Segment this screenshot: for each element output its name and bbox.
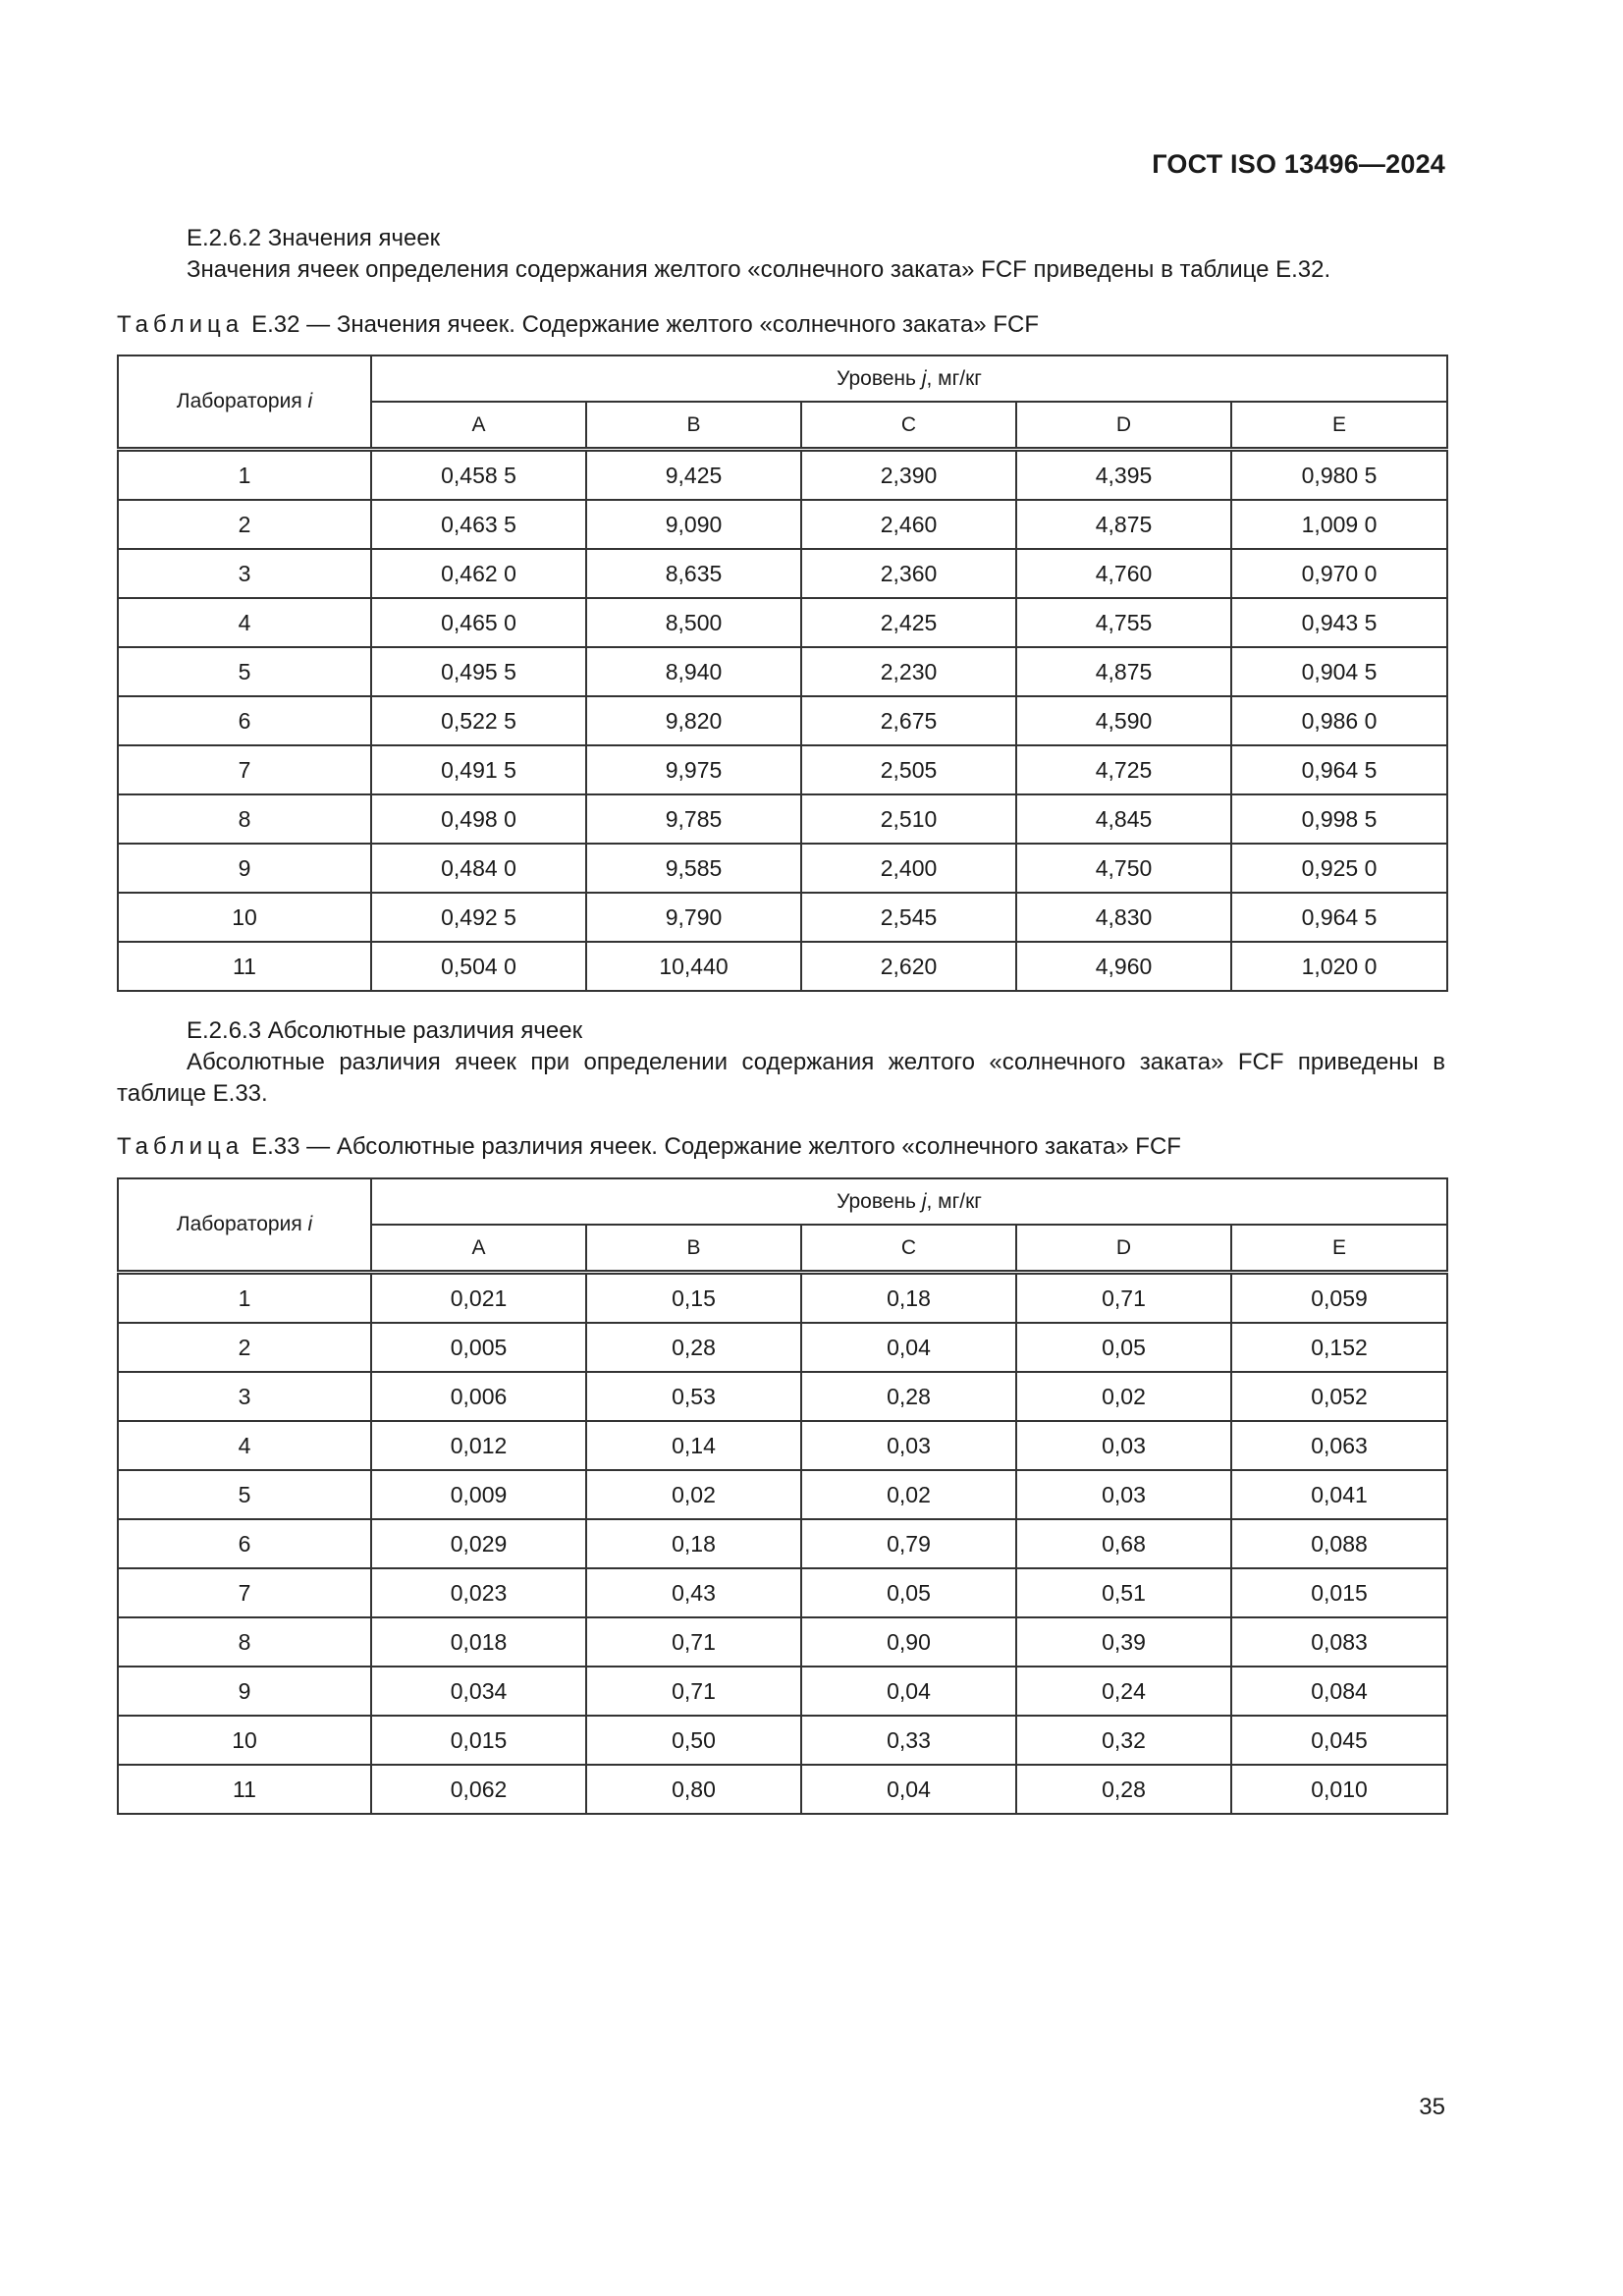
value-cell: 10,440 xyxy=(586,942,801,991)
table-row xyxy=(118,1765,1447,1814)
section-heading: E.2.6.3 Абсолютные различия ячеек xyxy=(187,1017,583,1044)
value-cell: 0,041 xyxy=(1231,1470,1447,1519)
lab-number-cell: 2 xyxy=(118,1323,371,1372)
column-header: D xyxy=(1016,402,1231,450)
table-e32 xyxy=(117,355,1448,992)
value-cell: 0,04 xyxy=(801,1765,1016,1814)
value-cell: 9,785 xyxy=(586,794,801,844)
value-cell: 0,980 5 xyxy=(1231,450,1447,501)
column-header: A xyxy=(371,1225,586,1273)
value-cell: 9,790 xyxy=(586,893,801,942)
value-cell: 0,010 xyxy=(1231,1765,1447,1814)
value-cell: 0,05 xyxy=(1016,1323,1231,1372)
table-row xyxy=(118,844,1447,893)
table-row xyxy=(118,1323,1447,1372)
table-row xyxy=(118,500,1447,549)
table-row xyxy=(118,549,1447,598)
value-cell: 0,90 xyxy=(801,1617,1016,1667)
lab-number-cell: 1 xyxy=(118,1273,371,1324)
value-cell: 0,18 xyxy=(801,1273,1016,1324)
value-cell: 2,360 xyxy=(801,549,1016,598)
lab-number-cell: 3 xyxy=(118,1372,371,1421)
value-cell: 0,50 xyxy=(586,1716,801,1765)
level-header-unit: , мг/кг xyxy=(926,1189,982,1213)
value-cell: 0,964 5 xyxy=(1231,745,1447,794)
value-cell: 0,498 0 xyxy=(371,794,586,844)
value-cell: 0,14 xyxy=(586,1421,801,1470)
level-header-label: Уровень xyxy=(837,366,916,390)
lab-header-cell xyxy=(118,355,371,450)
table-row xyxy=(118,893,1447,942)
section-e263 xyxy=(117,1015,1445,1110)
value-cell: 0,32 xyxy=(1016,1716,1231,1765)
lab-number-cell: 9 xyxy=(118,844,371,893)
table-row xyxy=(118,450,1447,501)
lab-number-cell: 5 xyxy=(118,1470,371,1519)
value-cell: 4,725 xyxy=(1016,745,1231,794)
value-cell: 0,02 xyxy=(586,1470,801,1519)
table-row xyxy=(118,942,1447,991)
value-cell: 0,970 0 xyxy=(1231,549,1447,598)
lab-number-cell: 8 xyxy=(118,1617,371,1667)
lab-number-cell: 8 xyxy=(118,794,371,844)
value-cell: 0,05 xyxy=(801,1568,1016,1617)
lab-number-cell: 4 xyxy=(118,1421,371,1470)
lab-header-var: i xyxy=(307,1213,313,1235)
value-cell: 0,28 xyxy=(801,1372,1016,1421)
value-cell: 0,04 xyxy=(801,1323,1016,1372)
value-cell: 0,71 xyxy=(586,1617,801,1667)
column-header: C xyxy=(801,1225,1016,1273)
table-row xyxy=(118,745,1447,794)
value-cell: 2,230 xyxy=(801,647,1016,696)
value-cell: 0,023 xyxy=(371,1568,586,1617)
column-header: B xyxy=(586,1225,801,1273)
value-cell: 4,845 xyxy=(1016,794,1231,844)
column-header: E xyxy=(1231,1225,1447,1273)
table-row xyxy=(118,1617,1447,1667)
table-row xyxy=(118,794,1447,844)
value-cell: 0,062 xyxy=(371,1765,586,1814)
lab-header-label: Лаборатория xyxy=(176,390,302,412)
value-cell: 2,400 xyxy=(801,844,1016,893)
value-cell: 0,33 xyxy=(801,1716,1016,1765)
value-cell: 9,820 xyxy=(586,696,801,745)
value-cell: 4,875 xyxy=(1016,647,1231,696)
value-cell: 2,460 xyxy=(801,500,1016,549)
table-row xyxy=(118,1568,1447,1617)
value-cell: 0,458 5 xyxy=(371,450,586,501)
table-row xyxy=(118,1470,1447,1519)
level-header-var: j xyxy=(921,1189,927,1213)
value-cell: 2,545 xyxy=(801,893,1016,942)
caption-text: E.33 — Абсолютные различия ячеек. Содержание желтого «солнечного заката» FCF xyxy=(251,1133,1181,1160)
value-cell: 0,083 xyxy=(1231,1617,1447,1667)
lab-number-cell: 2 xyxy=(118,500,371,549)
table-row xyxy=(118,647,1447,696)
value-cell: 0,998 5 xyxy=(1231,794,1447,844)
value-cell: 0,925 0 xyxy=(1231,844,1447,893)
value-cell: 0,006 xyxy=(371,1372,586,1421)
table-row xyxy=(118,598,1447,647)
value-cell: 0,964 5 xyxy=(1231,893,1447,942)
value-cell: 0,53 xyxy=(586,1372,801,1421)
table-row xyxy=(118,1372,1447,1421)
value-cell: 9,585 xyxy=(586,844,801,893)
table-row xyxy=(118,1421,1447,1470)
section-heading: E.2.6.2 Значения ячеек xyxy=(187,225,441,251)
value-cell: 2,510 xyxy=(801,794,1016,844)
value-cell: 0,492 5 xyxy=(371,893,586,942)
caption-word: Таблица xyxy=(117,1133,244,1160)
section-paragraph: Абсолютные различия ячеек при определении содержания желтого «солнечного заката» FCF приведены в таблице E.33. xyxy=(117,1049,1445,1107)
value-cell: 0,018 xyxy=(371,1617,586,1667)
value-cell: 2,620 xyxy=(801,942,1016,991)
table-row xyxy=(118,1667,1447,1716)
table-row xyxy=(118,1716,1447,1765)
value-cell: 0,484 0 xyxy=(371,844,586,893)
lab-number-cell: 3 xyxy=(118,549,371,598)
value-cell: 0,03 xyxy=(1016,1421,1231,1470)
value-cell: 9,975 xyxy=(586,745,801,794)
value-cell: 0,034 xyxy=(371,1667,586,1716)
lab-number-cell: 5 xyxy=(118,647,371,696)
column-header: D xyxy=(1016,1225,1231,1273)
lab-header-cell xyxy=(118,1178,371,1273)
value-cell: 0,465 0 xyxy=(371,598,586,647)
value-cell: 0,43 xyxy=(586,1568,801,1617)
lab-number-cell: 11 xyxy=(118,1765,371,1814)
table-row xyxy=(118,1273,1447,1324)
section-paragraph: Значения ячеек определения содержания желтого «солнечного заката» FCF приведены в таблице E.32. xyxy=(187,256,1331,283)
value-cell: 0,029 xyxy=(371,1519,586,1568)
caption-word: Таблица xyxy=(117,311,244,338)
lab-number-cell: 7 xyxy=(118,1568,371,1617)
table-body-e32 xyxy=(118,450,1447,992)
value-cell: 0,28 xyxy=(1016,1765,1231,1814)
value-cell: 0,71 xyxy=(1016,1273,1231,1324)
value-cell: 0,03 xyxy=(1016,1470,1231,1519)
value-cell: 0,021 xyxy=(371,1273,586,1324)
value-cell: 0,02 xyxy=(1016,1372,1231,1421)
value-cell: 0,904 5 xyxy=(1231,647,1447,696)
value-cell: 8,500 xyxy=(586,598,801,647)
table-caption-e33 xyxy=(117,1132,1181,1162)
level-header-unit: , мг/кг xyxy=(926,366,982,390)
level-header-var: j xyxy=(921,366,927,390)
value-cell: 1,009 0 xyxy=(1231,500,1447,549)
column-header: C xyxy=(801,402,1016,450)
value-cell: 0,02 xyxy=(801,1470,1016,1519)
value-cell: 4,395 xyxy=(1016,450,1231,501)
value-cell: 0,943 5 xyxy=(1231,598,1447,647)
value-cell: 0,005 xyxy=(371,1323,586,1372)
value-cell: 2,675 xyxy=(801,696,1016,745)
value-cell: 0,088 xyxy=(1231,1519,1447,1568)
lab-number-cell: 6 xyxy=(118,1519,371,1568)
lab-header-label: Лаборатория xyxy=(176,1213,302,1235)
caption-text: E.32 — Значения ячеек. Содержание желтого «солнечного заката» FCF xyxy=(251,311,1039,338)
value-cell: 1,020 0 xyxy=(1231,942,1447,991)
column-header: A xyxy=(371,402,586,450)
value-cell: 0,463 5 xyxy=(371,500,586,549)
value-cell: 4,875 xyxy=(1016,500,1231,549)
value-cell: 0,015 xyxy=(1231,1568,1447,1617)
value-cell: 2,425 xyxy=(801,598,1016,647)
table-caption-e32 xyxy=(117,310,1039,340)
value-cell: 0,03 xyxy=(801,1421,1016,1470)
lab-number-cell: 10 xyxy=(118,1716,371,1765)
level-header-cell xyxy=(371,1178,1447,1225)
value-cell: 0,79 xyxy=(801,1519,1016,1568)
value-cell: 0,045 xyxy=(1231,1716,1447,1765)
level-header-cell xyxy=(371,355,1447,402)
value-cell: 0,009 xyxy=(371,1470,586,1519)
table-row xyxy=(118,696,1447,745)
value-cell: 0,28 xyxy=(586,1323,801,1372)
value-cell: 2,390 xyxy=(801,450,1016,501)
level-header-label: Уровень xyxy=(837,1189,916,1213)
value-cell: 0,51 xyxy=(1016,1568,1231,1617)
lab-number-cell: 1 xyxy=(118,450,371,501)
value-cell: 0,063 xyxy=(1231,1421,1447,1470)
value-cell: 0,015 xyxy=(371,1716,586,1765)
value-cell: 0,504 0 xyxy=(371,942,586,991)
value-cell: 4,590 xyxy=(1016,696,1231,745)
value-cell: 0,80 xyxy=(586,1765,801,1814)
table-row xyxy=(118,1519,1447,1568)
value-cell: 0,152 xyxy=(1231,1323,1447,1372)
value-cell: 9,425 xyxy=(586,450,801,501)
value-cell: 2,505 xyxy=(801,745,1016,794)
value-cell: 0,522 5 xyxy=(371,696,586,745)
value-cell: 4,755 xyxy=(1016,598,1231,647)
value-cell: 0,491 5 xyxy=(371,745,586,794)
value-cell: 0,052 xyxy=(1231,1372,1447,1421)
value-cell: 0,04 xyxy=(801,1667,1016,1716)
column-header: B xyxy=(586,402,801,450)
value-cell: 4,830 xyxy=(1016,893,1231,942)
lab-number-cell: 10 xyxy=(118,893,371,942)
value-cell: 4,960 xyxy=(1016,942,1231,991)
document-id: ГОСТ ISO 13496—2024 xyxy=(1152,149,1445,179)
lab-header-var: i xyxy=(307,390,313,412)
lab-number-cell: 4 xyxy=(118,598,371,647)
value-cell: 8,635 xyxy=(586,549,801,598)
value-cell: 0,18 xyxy=(586,1519,801,1568)
value-cell: 0,012 xyxy=(371,1421,586,1470)
value-cell: 0,39 xyxy=(1016,1617,1231,1667)
value-cell: 0,71 xyxy=(586,1667,801,1716)
value-cell: 9,090 xyxy=(586,500,801,549)
lab-number-cell: 11 xyxy=(118,942,371,991)
value-cell: 0,084 xyxy=(1231,1667,1447,1716)
page-number: 35 xyxy=(1419,2094,1445,2120)
column-header: E xyxy=(1231,402,1447,450)
section-e262 xyxy=(117,223,1445,286)
value-cell: 0,68 xyxy=(1016,1519,1231,1568)
value-cell: 0,986 0 xyxy=(1231,696,1447,745)
value-cell: 0,059 xyxy=(1231,1273,1447,1324)
table-body-e33 xyxy=(118,1273,1447,1815)
value-cell: 8,940 xyxy=(586,647,801,696)
table-e33 xyxy=(117,1177,1448,1815)
value-cell: 4,750 xyxy=(1016,844,1231,893)
value-cell: 0,24 xyxy=(1016,1667,1231,1716)
value-cell: 0,462 0 xyxy=(371,549,586,598)
value-cell: 0,495 5 xyxy=(371,647,586,696)
value-cell: 0,15 xyxy=(586,1273,801,1324)
lab-number-cell: 9 xyxy=(118,1667,371,1716)
lab-number-cell: 6 xyxy=(118,696,371,745)
lab-number-cell: 7 xyxy=(118,745,371,794)
value-cell: 4,760 xyxy=(1016,549,1231,598)
